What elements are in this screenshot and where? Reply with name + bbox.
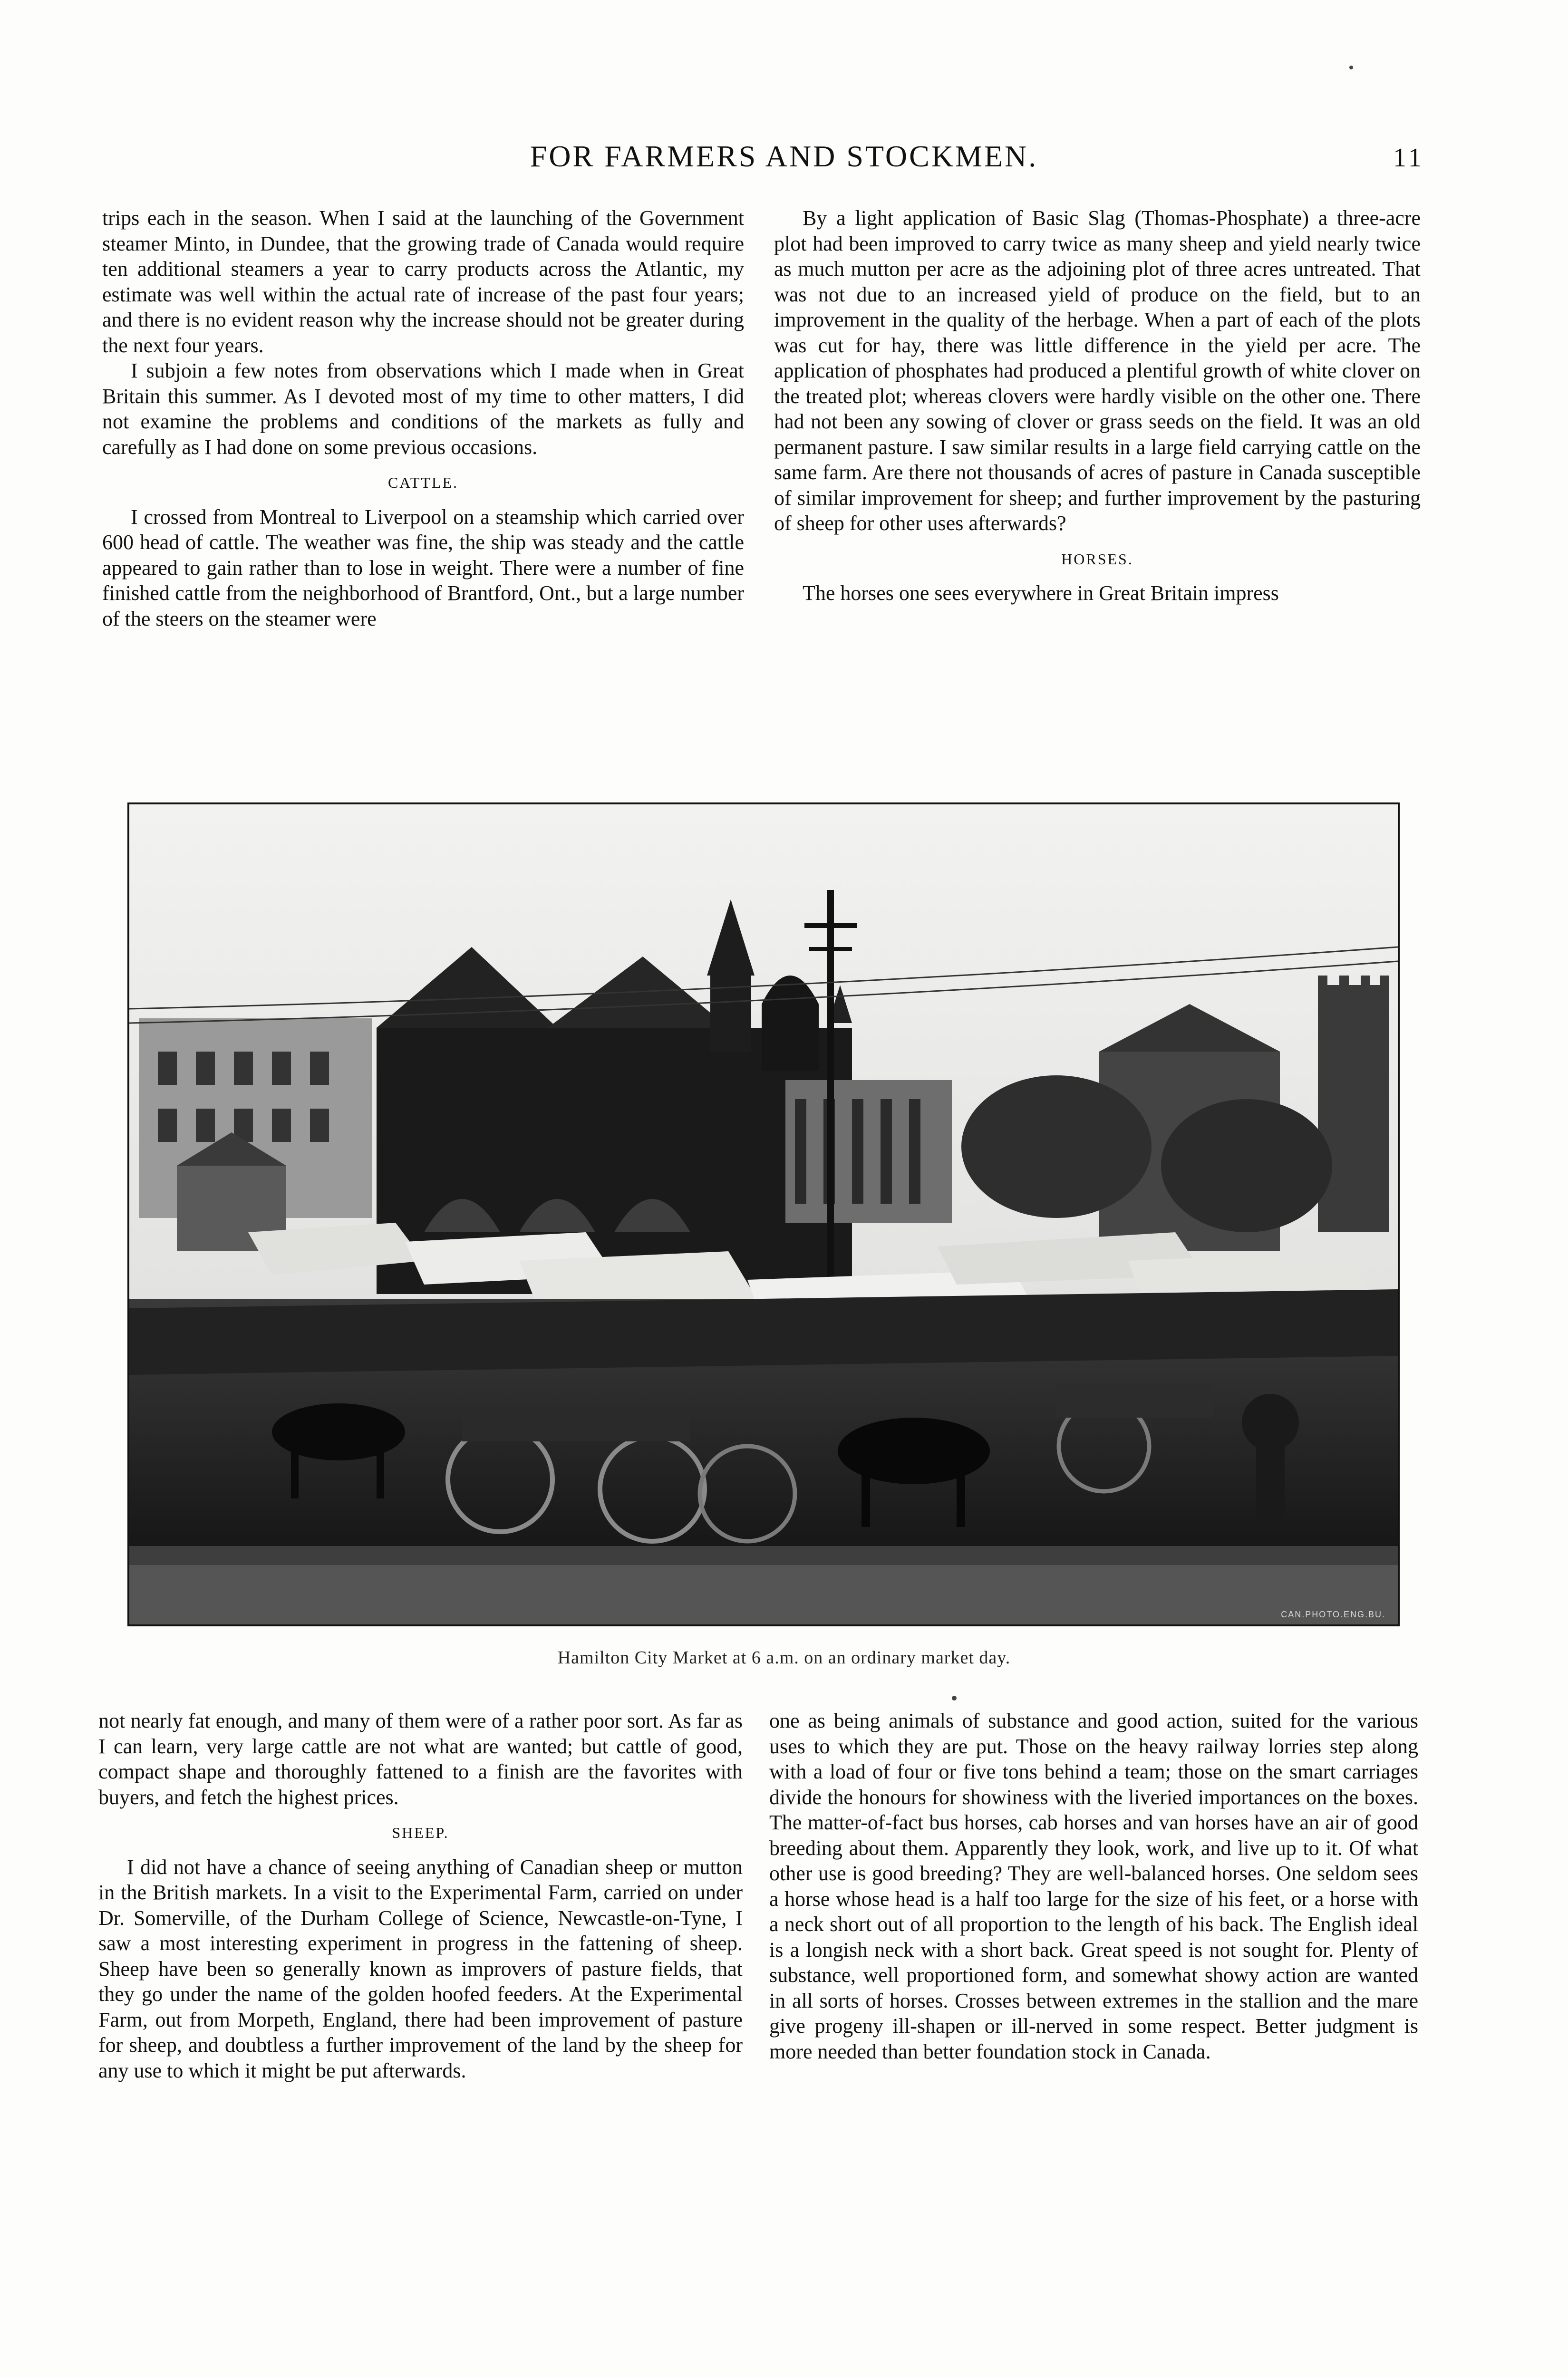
paragraph: I did not have a chance of seeing anything of Canadian sheep or mutton in the British markets. In a visit to the Experimental Farm, carried on under Dr. Somerville, of the Durham College of Science, Newcastle-on-Tyne, I saw a most interesting experiment in progress in the fattening of sheep. Sheep have been so generally known as improvers of pasture fields, that they go under the name of the golden hoofed feeders. At the Experimental Farm, out from Morpeth, England, there had been improvement of pasture for sheep, and doubtless a further improvement of the land by the sheep for any use to which it might be put afterwards.: [98, 1855, 743, 2082]
running-title: FOR FARMERS AND STOCKMEN.: [530, 139, 1038, 173]
paragraph: one as being animals of substance and good action, suited for the various uses to which they are put. Those on the heavy railway lorries step along with a load of four or five tons behind a team; those on the smart carriages divide the honours for showiness with the liveried importances on the boxes. The matter-of-fact bus horses, cab horses and van horses have an air of good breeding about them. Apparently they look, work, and live up to it. Of what other use is good breeding? They are well-balanced horses. One seldom sees a horse whose head is a half too large for the size of his feet, or a horse with a neck short out of all proportion to the length of his back. The English ideal is a longish neck with a short back. Great speed is not sought for. Plenty of substance, well proportioned form, and somewhat showy action are wanted in all sorts of horses. Crosses between extremes in the stallion and the mare give progeny ill-shapen or ill-nerved in some respect. Better judgment is more needed than better foundation stock in Canada.: [769, 1709, 1418, 2063]
top-left-column: [102, 205, 744, 631]
section-heading-cattle: CATTLE.: [387, 474, 459, 491]
section-heading-horses: HORSES.: [1061, 550, 1133, 568]
print-speck: [952, 1696, 957, 1701]
paragraph: The horses one sees everywhere in Great Britain impress: [803, 581, 1279, 605]
bottom-right-column: [769, 1708, 1418, 2064]
paragraph: I crossed from Montreal to Liverpool on a steamship which carried over 600 head of cattle. The weather was fine, the ship was steady and the cattle appeared to gain rather than to lose in weight. There were a number of fine finished cattle from the neighborhood of Brantford, Ont., but a large number of the steers on the steamer were: [102, 505, 744, 630]
paragraph: not nearly fat enough, and many of them were of a rather poor sort. As far as I can learn, very large cattle are not what are wanted; but cattle of good, compact shape and thoroughly fattened to a finish are the favorites with buyers, and fetch the highest prices.: [98, 1709, 743, 1809]
paragraph: I subjoin a few notes from observations which I made when in Great Britain this summer. As I devoted most of my time to other matters, I did not examine the problems and conditions of the markets as fully and carefully as I had done on some previous occasions.: [102, 359, 744, 459]
paragraph: trips each in the season. When I said at the launching of the Government steamer Minto, in Dundee, that the growing trade of Canada would require ten additional steamers a year to carry products across the Atlantic, my estimate was well within the actual rate of increase of the past four years; and there is no evident reason why the increase should not be greater during the next four years.: [102, 206, 744, 357]
section-heading-sheep: SHEEP.: [392, 1824, 449, 1841]
bottom-left-column: [98, 1708, 743, 2083]
top-right-column: [774, 205, 1421, 606]
market-scene-illustration: [129, 804, 1398, 1624]
page-number: 11: [1393, 143, 1424, 173]
market-photograph: [127, 802, 1400, 1626]
paragraph: By a light application of Basic Slag (Thomas-Phosphate) a three-acre plot had been improved to carry twice as many sheep and yield nearly twice as much mutton per acre as the adjoining plot of three acres untreated. That was not due to an increased yield of produce on the field, but to an improvement in the quality of the herbage. When a part of each of the plots was cut for hay, there was little difference in the yield per acre. The application of phosphates had produced a plentiful growth of white clover on the treated plot; whereas clovers were hardly visible on the other one. There had not been any sowing of clover or grass seeds on the field. It was an old permanent pasture. I saw similar results in a large field carrying cattle on the same farm. Are there not thousands of acres of pasture in Canada susceptible of similar improvement for sheep; and further improvement by the pasturing of sheep for other uses afterwards?: [774, 206, 1421, 535]
photo-engraver-credit: CAN.PHOTO.ENG.BU.: [1281, 1610, 1385, 1619]
print-speck: [1349, 66, 1353, 69]
figure-caption: Hamilton City Market at 6 a.m. on an ordinary market day.: [557, 1648, 1011, 1668]
